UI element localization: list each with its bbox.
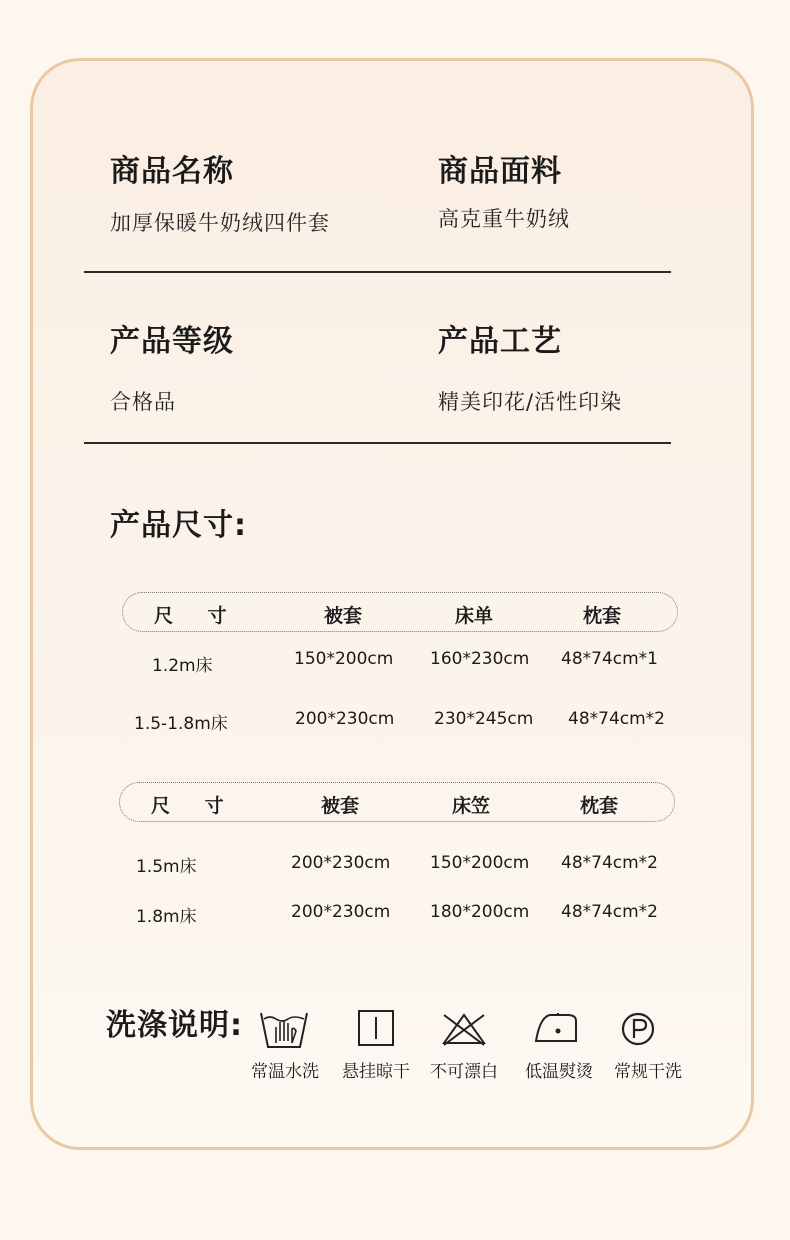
name-value: 加厚保暖牛奶绒四件套 [110, 211, 330, 235]
hand-wash-icon [258, 1007, 310, 1049]
low-iron-icon [532, 1007, 584, 1049]
table-cell: 160*230cm [430, 649, 530, 669]
table1-header-duvet: 被套 [324, 605, 363, 627]
table-cell: 230*245cm [434, 709, 534, 729]
wash-label-hand: 常温水洗 [251, 1062, 319, 1082]
craft-title: 产品工艺 [438, 324, 562, 359]
wash-label-hang: 悬挂晾干 [342, 1062, 410, 1082]
wash-label-iron: 低温熨烫 [525, 1062, 593, 1082]
table2-header-duvet: 被套 [321, 795, 360, 817]
table-cell: 48*74cm*2 [568, 709, 665, 729]
table-cell: 200*230cm [291, 902, 391, 922]
table-cell: 150*200cm [430, 853, 530, 873]
name-title: 商品名称 [110, 154, 234, 189]
table-cell: 1.2m床 [152, 656, 213, 676]
table-cell: 200*230cm [295, 709, 395, 729]
table1-header-sheet: 床单 [455, 605, 494, 627]
dry-clean-icon [612, 1007, 664, 1049]
table1-header-pillow: 枕套 [583, 605, 622, 627]
table2-header-pillow: 枕套 [580, 795, 619, 817]
hang-dry-icon [350, 1007, 402, 1049]
divider [84, 271, 671, 273]
wash-title: 洗涤说明: [106, 1008, 243, 1043]
table-cell: 1.5m床 [136, 857, 197, 877]
table-cell: 48*74cm*2 [561, 902, 658, 922]
table2-header-size: 尺 寸 [151, 795, 238, 817]
table2-header-fitted: 床笠 [452, 795, 491, 817]
wash-label-dryclean: 常规干洗 [614, 1062, 682, 1082]
table-cell: 48*74cm*2 [561, 853, 658, 873]
table-cell: 48*74cm*1 [561, 649, 658, 669]
fabric-value: 高克重牛奶绒 [438, 207, 570, 231]
table-cell: 150*200cm [294, 649, 394, 669]
craft-value: 精美印花/活性印染 [438, 390, 623, 414]
size-title: 产品尺寸: [110, 508, 247, 543]
divider [84, 442, 671, 444]
table-cell: 200*230cm [291, 853, 391, 873]
table-cell: 1.8m床 [136, 907, 197, 927]
table1-header-size: 尺 寸 [154, 605, 241, 627]
grade-title: 产品等级 [110, 324, 234, 359]
table-cell: 180*200cm [430, 902, 530, 922]
no-bleach-icon [438, 1007, 490, 1049]
wash-label-bleach: 不可漂白 [430, 1062, 498, 1082]
fabric-title: 商品面料 [438, 154, 562, 189]
table-cell: 1.5-1.8m床 [134, 714, 228, 734]
grade-value: 合格品 [110, 390, 176, 414]
